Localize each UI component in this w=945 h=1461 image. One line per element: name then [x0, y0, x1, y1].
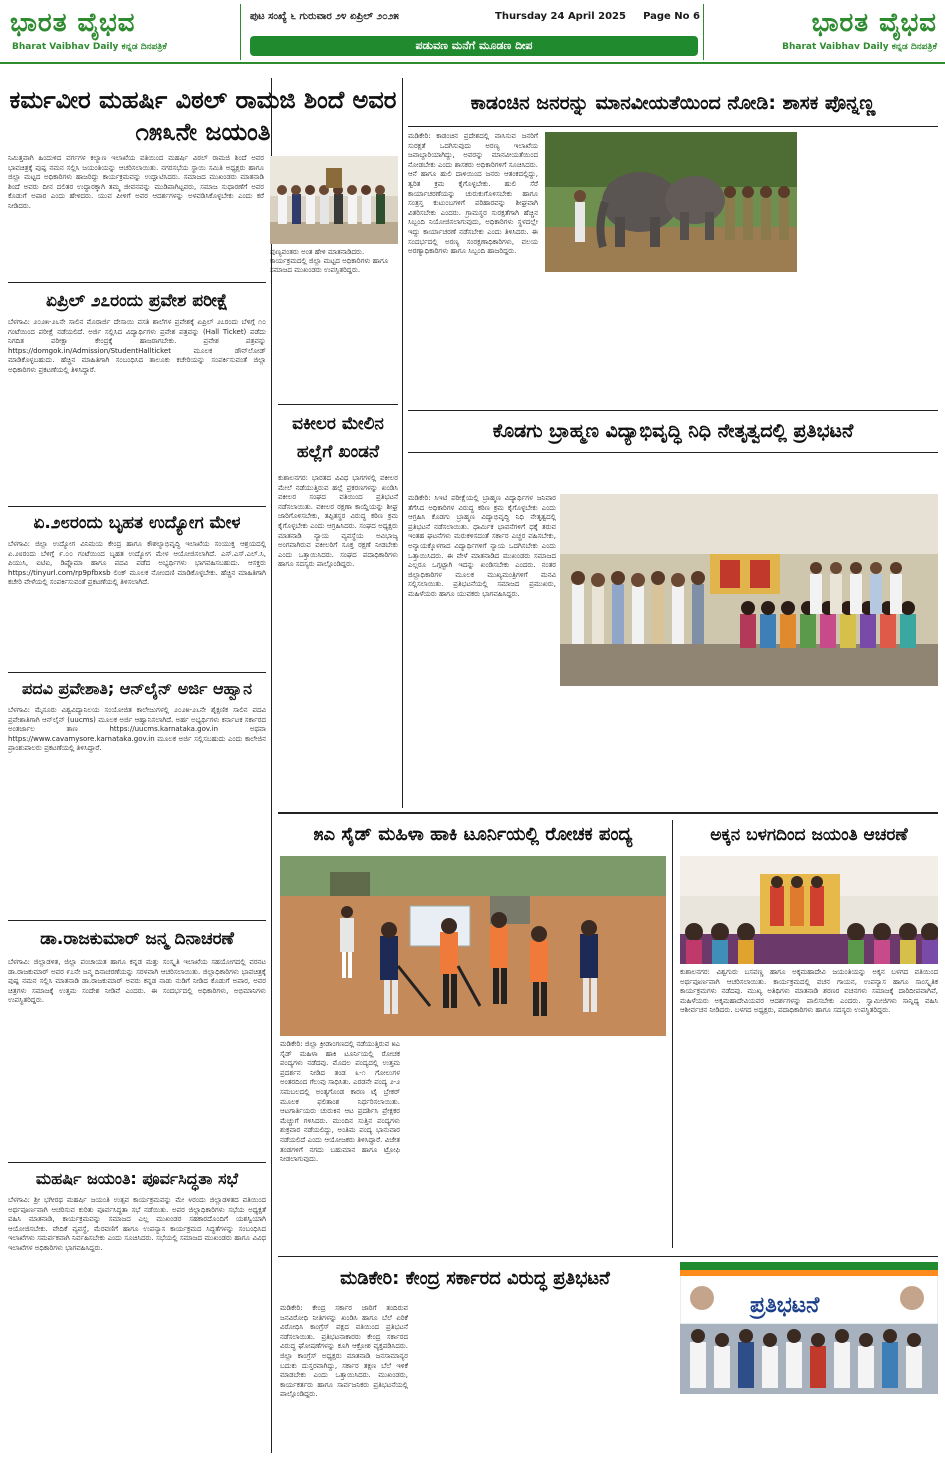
story-divider	[8, 282, 266, 283]
tagline-banner: ಪಡುವಣ ಮನೆಗೆ ಮೂಡಣ ದೀಪ	[250, 36, 698, 56]
photo-icon	[545, 132, 797, 272]
story-divider	[8, 1162, 266, 1163]
article-body-continued	[412, 1040, 532, 1252]
article-body-continued	[544, 1040, 666, 1252]
headline: ಪದವಿ ಪ್ರವೇಶಾತಿ; ಆನ್‌ಲೈನ್ ಅರ್ಜಿ ಆಹ್ವಾನ	[21, 679, 253, 698]
article-body: ಬೆಳಗಾವಿ: ಜಿಲ್ಲಾಡಳಿತ, ಜಿಲ್ಲಾ ಪಂಚಾಯತ ಹಾಗೂ ಕನ್ನಡ ಮತ್ತು ಸಂಸ್ಕೃತಿ ಇಲಾಖೆಯ ಸಹಯೋಗದಲ್ಲಿ ವರನಟ ಡಾ.ರಾಜಕುಮಾರ್ ಅವರ ೯೭ನೇ ಜನ್ಮ ದಿನಾಚರಣೆಯನ್ನು ಸರಳವಾಗಿ ಆಚರಿಸಲಾಯಿತು. ಜಿಲ್ಲಾಧಿಕಾರಿಗಳು ಭಾವಚಿತ್ರಕ್ಕೆ ಪುಷ್ಪ ನಮನ ಸಲ್ಲಿಸಿ ಮಾತನಾಡಿ ಡಾ.ರಾಜಕುಮಾರ್ ಅವರು ಕನ್ನಡ ನಾಡು ನುಡಿಗೆ ನೀಡಿದ ಕೊಡುಗೆ ಅಪಾರ, ಅವರ ಚಿತ್ರಗಳು ಸಮಾಜಕ್ಕೆ ಉತ್ತಮ ಸಂದೇಶ ನೀಡಿವೆ ಎಂದರು. ಈ ಸಂದರ್ಭದಲ್ಲಿ ಅಧಿಕಾರಿಗಳು, ಅಭಿಮಾನಿಗಳು ಉಪಸ್ಥಿತರಿದ್ದರು.	[8, 958, 266, 1005]
article-body: ನಿಮಿತ್ತವಾಗಿ ಹಿಂದುಳಿದ ವರ್ಗಗಳ ಕಲ್ಯಾಣ ಇಲಾಖೆಯ ವತಿಯಿಂದ ಮಹರ್ಷಿ ವಿಠಲ್ ರಾಮಜಿ ಶಿಂದೆ ಅವರ ಭಾವಚಿತ್ರಕ್ಕೆ ಪುಷ್ಪ ನಮನ ಸಲ್ಲಿಸಿ ಜಯಂತಿಯನ್ನು ಆಚರಿಸಲಾಯಿತು. ನಗರಸಭೆಯ ಸ್ಥಾಯಿ ಸಮಿತಿ ಅಧ್ಯಕ್ಷರು ಹಾಗೂ ಜಿಲ್ಲಾ ಮಟ್ಟದ ಅಧಿಕಾರಿಗಳು ಹಾಜರಿದ್ದು ಕಾರ್ಯಕ್ರಮವನ್ನು ಉದ್ಘಾಟಿಸಿದರು. ಸಮಾಜದ ಮುಖಂಡರು ಮಾತನಾಡಿ ಶಿಂದೆ ಅವರು ದೀನ ದಲಿತರ ಉದ್ಧಾರಕ್ಕಾಗಿ ತಮ್ಮ ಜೀವನವನ್ನು ಮುಡಿಪಾಗಿಟ್ಟವರು, ಸಮಾಜ ಸುಧಾರಣೆಗೆ ಅವರ ಕೊಡುಗೆ ಅಪಾರ ಎಂದು ಹೇಳಿದರು. ಯುವ ಪೀಳಿಗೆ ಅವರ ಆದರ್ಶಗಳನ್ನು ಅಳವಡಿಸಿಕೊಳ್ಳಬೇಕು ಎಂದು ಕರೆ ನೀಡಿದರು.	[8, 154, 264, 210]
article-body-continued	[545, 278, 670, 404]
headline: ವಕೀಲರ ಮೇಲಿನ ಹಲ್ಲೆಗೆ ಖಂಡನೆ	[292, 414, 384, 462]
story-divider	[408, 410, 938, 411]
article-body: ಬೆಳಗಾವಿ: ೨೦೨೫-೨೬ನೇ ಸಾಲಿನ ಮೊರಾರ್ಜಿ ದೇಸಾಯಿ ವಸತಿ ಶಾಲೆಗಳ ಪ್ರವೇಶಕ್ಕೆ ಏಪ್ರಿಲ್ ೨೭ರಂದು ಬೆಳಿಗ್ಗೆ ೧೦ ಗಂಟೆಯಿಂದ ಪರೀಕ್ಷೆ ನಡೆಯಲಿದೆ. ಅರ್ಜಿ ಸಲ್ಲಿಸಿದ ವಿದ್ಯಾರ್ಥಿಗಳು ಪ್ರವೇಶ ಪತ್ರವನ್ನು (Hall Ticket) ಪಡೆದು ನಿಗದಿತ ಪರೀಕ್ಷಾ ಕೇಂದ್ರಕ್ಕೆ ಹಾಜರಾಗಬೇಕು. ಪ್ರವೇಶ ಪತ್ರವನ್ನು https://domgok.in/Admission/StudentHallticket ಮೂಲಕ ಡೌನ್‌ಲೋಡ್ ಮಾಡಿಕೊಳ್ಳಬಹುದು. ಹೆಚ್ಚಿನ ಮಾಹಿತಿಗಾಗಿ ಸಂಬಂಧಿಸಿದ ತಾಲೂಕು ಕಚೇರಿಯನ್ನು ಸಂಪರ್ಕಿಸುವಂತೆ ಜಿಲ್ಲಾ ಅಧಿಕಾರಿಗಳು ಪ್ರಕಟಣೆಯಲ್ಲಿ ತಿಳಿಸಿದ್ದಾರೆ.	[8, 318, 266, 374]
elephant-photo	[545, 132, 797, 272]
headline: ಏಪ್ರಿಲ್ ೨೭ರಂದು ಪ್ರವೇಶ ಪರೀಕ್ಷೆ	[45, 291, 229, 311]
column-divider	[672, 820, 673, 1248]
page-number: Page No 6	[643, 11, 700, 22]
headline: ೫ಎ ಸೈಡ್ ಮಹಿಳಾ ಹಾಕಿ ಟೂರ್ನಿಯಲ್ಲಿ ರೋಚಕ ಪಂದ್ಯ	[313, 824, 633, 845]
article-body-continued	[812, 1398, 938, 1454]
photo-caption: ಪುಣ್ಯವಂತರು ಅಂತ ಹೇಳಿ ಮಾತನಾಡಿದರು. ಕಾರ್ಯಕ್ರಮದಲ್ಲಿ ಜಿಲ್ಲಾ ಮಟ್ಟದ ಅಧಿಕಾರಿಗಳು ಹಾಗೂ ಸಮಾಜದ ಮುಖಂಡರು ಉಪಸ್ಥಿತರಿದ್ದರು.	[270, 248, 389, 274]
article-body-continued	[682, 690, 800, 804]
column-divider	[402, 78, 403, 808]
article-body-continued	[676, 278, 798, 404]
article-body-continued	[544, 1304, 672, 1454]
headline: ಕೊಡಗು ಬ್ರಾಹ್ಮಣ ವಿದ್ಯಾಭಿವೃದ್ಧಿ ನಿಧಿ ನೇತೃತ್ವದಲ್ಲಿ ಪ್ರತಿಭಟನೆ	[492, 420, 854, 442]
article-body: ಕುಶಾಲನಗರ: ವಿಶ್ವಗುರು ಬಸವಣ್ಣ ಹಾಗೂ ಅಕ್ಕಮಹಾದೇವಿ ಜಯಂತಿಯನ್ನು ಅಕ್ಕನ ಬಳಗದ ವತಿಯಿಂದ ಅರ್ಥಪೂರ್ಣವಾಗಿ ಆಚರಿಸಲಾಯಿತು. ಕಾರ್ಯಕ್ರಮದಲ್ಲಿ ವಚನ ಗಾಯನ, ಉಪನ್ಯಾಸ ಹಾಗೂ ಸಾಂಸ್ಕೃತಿಕ ಕಾರ್ಯಕ್ರಮಗಳು ನಡೆದವು. ಮುಖ್ಯ ಅತಿಥಿಗಳು ಮಾತನಾಡಿ ಶರಣರ ವಚನಗಳು ಸಮಾಜಕ್ಕೆ ದಾರಿದೀಪವಾಗಿವೆ, ಮಹಿಳೆಯರು ಅಕ್ಕಮಹಾದೇವಿಯವರ ಆದರ್ಶಗಳನ್ನು ಪಾಲಿಸಬೇಕು ಎಂದರು. ಸ್ವಾಮೀಜಿಗಳು ಸಾನ್ನಿಧ್ಯ ವಹಿಸಿ ಆಶೀರ್ವಚನ ನೀಡಿದರು. ಬಳಗದ ಅಧ್ಯಕ್ಷರು, ಪದಾಧಿಕಾರಿಗಳು ಹಾಗೂ ಸದಸ್ಯರು ಉಪಸ್ಥಿತರಿದ್ದರು.	[680, 968, 938, 1015]
story-divider	[8, 506, 266, 507]
headline-underline	[408, 452, 938, 453]
masthead-subtitle-left: Bharat Vaibhav Daily ಕನ್ನಡ ದಿನಪತ್ರಿಕೆ	[12, 42, 167, 52]
photo-icon	[280, 856, 666, 1036]
article-body: ಬೆಳಗಾವಿ: ಜಿಲ್ಲಾ ಉದ್ಯೋಗ ವಿನಿಮಯ ಕೇಂದ್ರ ಹಾಗೂ ಕೌಶಲ್ಯಾಭಿವೃದ್ಧಿ ಇಲಾಖೆಯ ಸಂಯುಕ್ತ ಆಶ್ರಯದಲ್ಲಿ ಏ.೨೮ರಂದು ಬೆಳಿಗ್ಗೆ ೯.೦೦ ಗಂಟೆಯಿಂದ ಬೃಹತ ಉದ್ಯೋಗ ಮೇಳ ಆಯೋಜಿಸಲಾಗಿದೆ. ಎಸ್.ಎಸ್.ಎಲ್.ಸಿ, ಪಿಯುಸಿ, ಐಟಿಐ, ಡಿಪ್ಲೊಮಾ ಹಾಗೂ ಪದವಿ ಪಡೆದ ಅಭ್ಯರ್ಥಿಗಳು ಭಾಗವಹಿಸಬಹುದು. ಆಸಕ್ತರು https://tinyurl.com/rp9pfbxsb ಲಿಂಕ್ ಮೂಲಕ ನೋಂದಣಿ ಮಾಡಿಕೊಳ್ಳಬೇಕು. ಹೆಚ್ಚಿನ ಮಾಹಿತಿಗಾಗಿ ಕಚೇರಿ ವೇಳೆಯಲ್ಲಿ ಸಂಪರ್ಕಿಸುವಂತೆ ಪ್ರಕಟಣೆಯಲ್ಲಿ ತಿಳಿಸಲಾಗಿದೆ.	[8, 540, 266, 587]
issue-info: ಪುಟ ಸಂಖ್ಯೆ ೬ ಗುರುವಾರ ೨೪ ಏಪ್ರಿಲ್ ೨೦೨೫	[250, 11, 399, 22]
photo-icon	[680, 856, 938, 964]
headline: ಕಾಡಂಚಿನ ಜನರನ್ನು ಮಾನವೀಯತೆಯಿಂದ ನೋಡಿ: ಶಾಸಕ ಪೊನ್ನಣ್ಣ	[470, 92, 876, 114]
masthead-divider-right	[703, 4, 704, 60]
masthead-title-left: ಭಾರತ ವೈಭವ	[10, 8, 136, 38]
protest-photo	[560, 494, 938, 686]
headline: ಡಾ.ರಾಜಕುಮಾರ್ ಜನ್ಮ ದಿನಾಚರಣೆ	[40, 929, 234, 949]
celebration-photo	[680, 856, 938, 964]
headline: ಅಕ್ಕನ ಬಳಗದಿಂದ ಜಯಂತಿ ಆಚರಣೆ	[710, 825, 908, 845]
section-divider	[278, 812, 938, 814]
article-body-continued	[560, 690, 678, 804]
masthead-subtitle-right: Bharat Vaibhav Daily ಕನ್ನಡ ದಿನಪತ್ರಿಕೆ	[782, 42, 937, 52]
article-body: ಮಡಿಕೇರಿ: ಕಾಡಂಚಿನ ಪ್ರದೇಶದಲ್ಲಿ ವಾಸಿಸುವ ಜನರಿಗೆ ಸುರಕ್ಷತೆ ಒದಗಿಸುವುದು ಅರಣ್ಯ ಇಲಾಖೆಯ ಜವಾಬ್ದಾರಿಯಾಗಿದ್ದು, ಅವರನ್ನು ಮಾನವೀಯತೆಯಿಂದ ನೋಡಬೇಕು ಎಂದು ಶಾಸಕರು ಅಧಿಕಾರಿಗಳಿಗೆ ಸೂಚಿಸಿದರು. ಆನೆ ಹಾಗೂ ಹುಲಿ ದಾಳಿಯಿಂದ ಜನರು ಆತಂಕದಲ್ಲಿದ್ದು, ತ್ವರಿತ ಕ್ರಮ ಕೈಗೊಳ್ಳಬೇಕು. ಹುಲಿ ಸೆರೆ ಕಾರ್ಯಾಚರಣೆಯನ್ನು ಚುರುಕುಗೊಳಿಸಬೇಕು ಹಾಗೂ ಸಂತ್ರಸ್ತ ಕುಟುಂಬಗಳಿಗೆ ಪರಿಹಾರವನ್ನು ಶೀಘ್ರವಾಗಿ ವಿತರಿಸಬೇಕು ಎಂದರು. ಗ್ರಾಮಸ್ಥರ ಸುರಕ್ಷತೆಗಾಗಿ ಹೆಚ್ಚಿನ ಸಿಬ್ಬಂದಿ ನಿಯೋಜಿಸಲಾಗುವುದು, ಅಧಿಕಾರಿಗಳು ಸ್ಥಳದಲ್ಲೇ ಇದ್ದು ಕಾರ್ಯಾಚರಣೆ ನಡೆಸಬೇಕು ಎಂದು ತಿಳಿಸಿದರು. ಈ ಸಂದರ್ಭದಲ್ಲಿ ಅರಣ್ಯ ಸಂರಕ್ಷಣಾಧಿಕಾರಿಗಳು, ವಲಯ ಅರಣ್ಯಾಧಿಕಾರಿಗಳು ಹಾಗೂ ಸಿಬ್ಬಂದಿ ಹಾಜರಿದ್ದರು.	[408, 132, 538, 256]
section-divider	[278, 1256, 938, 1257]
article-body: ಕುಶಾಲನಗರ: ಭಾರತದ ವಿವಿಧ ಭಾಗಗಳಲ್ಲಿ ವಕೀಲರ ಮೇಲೆ ನಡೆಯುತ್ತಿರುವ ಹಲ್ಲೆ ಪ್ರಕರಣಗಳನ್ನು ಖಂಡಿಸಿ ವಕೀಲರ ಸಂಘದ ವತಿಯಿಂದ ಪ್ರತಿಭಟನೆ ನಡೆಸಲಾಯಿತು. ವಕೀಲರ ರಕ್ಷಣಾ ಕಾಯ್ದೆಯನ್ನು ಶೀಘ್ರ ಜಾರಿಗೊಳಿಸಬೇಕು, ತಪ್ಪಿತಸ್ಥರ ವಿರುದ್ಧ ಕಠಿಣ ಕ್ರಮ ಕೈಗೊಳ್ಳಬೇಕು ಎಂದು ಆಗ್ರಹಿಸಿದರು. ಸಂಘದ ಅಧ್ಯಕ್ಷರು ಮಾತನಾಡಿ ನ್ಯಾಯ ವ್ಯವಸ್ಥೆಯ ಅವಿಭಾಜ್ಯ ಅಂಗವಾಗಿರುವ ವಕೀಲರಿಗೆ ಸೂಕ್ತ ರಕ್ಷಣೆ ನೀಡಬೇಕು ಎಂದು ಒತ್ತಾಯಿಸಿದರು. ಸಂಘದ ಪದಾಧಿಕಾರಿಗಳು ಹಾಗೂ ಸದಸ್ಯರು ಪಾಲ್ಗೊಂಡಿದ್ದರು.	[278, 474, 398, 569]
article-body: ಮಡಿಕೇರಿ: ಸಿಇಟಿ ಪರೀಕ್ಷೆಯಲ್ಲಿ ಬ್ರಾಹ್ಮಣ ವಿದ್ಯಾರ್ಥಿಗಳ ಜನಿವಾರ ತೆಗೆಸಿದ ಅಧಿಕಾರಿಗಳ ವಿರುದ್ಧ ಕಠಿಣ ಕ್ರಮ ಕೈಗೊಳ್ಳಬೇಕು ಎಂದು ಆಗ್ರಹಿಸಿ ಕೊಡಗು ಬ್ರಾಹ್ಮಣ ವಿದ್ಯಾಭಿವೃದ್ಧಿ ನಿಧಿ ನೇತೃತ್ವದಲ್ಲಿ ಪ್ರತಿಭಟನೆ ನಡೆಸಲಾಯಿತು. ಧಾರ್ಮಿಕ ಭಾವನೆಗಳಿಗೆ ಧಕ್ಕೆ ತರುವ ಇಂತಹ ಘಟನೆಗಳು ಮರುಕಳಿಸದಂತೆ ಸರ್ಕಾರ ಎಚ್ಚರ ವಹಿಸಬೇಕು, ಅನ್ಯಾಯಕ್ಕೊಳಗಾದ ವಿದ್ಯಾರ್ಥಿಗಳಿಗೆ ನ್ಯಾಯ ಒದಗಿಸಬೇಕು ಎಂದು ಒತ್ತಾಯಿಸಿದರು. ಈ ವೇಳೆ ಮಾತನಾಡಿದ ಮುಖಂಡರು ಸಮಾಜದ ಎಲ್ಲರೂ ಒಗ್ಗಟ್ಟಾಗಿ ಇದನ್ನು ಖಂಡಿಸಬೇಕು ಎಂದರು. ನಂತರ ಜಿಲ್ಲಾಧಿಕಾರಿಗಳ ಮೂಲಕ ಮುಖ್ಯಮಂತ್ರಿಗಳಿಗೆ ಮನವಿ ಸಲ್ಲಿಸಲಾಯಿತು. ಪ್ರತಿಭಟನೆಯಲ್ಲಿ ಸಮಾಜದ ಪ್ರಮುಖರು, ಮಹಿಳೆಯರು ಹಾಗೂ ಯುವಕರು ಭಾಗವಹಿಸಿದ್ದರು.	[408, 494, 556, 598]
banner-text: ಪ್ರತಿಭಟನೆ	[750, 1293, 820, 1318]
photo-icon	[560, 494, 938, 686]
masthead-divider-left	[240, 4, 241, 60]
article-body: ಮಡಿಕೇರಿ: ಕೇಂದ್ರ ಸರ್ಕಾರ ಜಾರಿಗೆ ತಂದಿರುವ ಜನವಿರೋಧಿ ನೀತಿಗಳನ್ನು ಖಂಡಿಸಿ ಹಾಗೂ ಬೆಲೆ ಏರಿಕೆ ವಿರೋಧಿಸಿ ಕಾಂಗ್ರೆಸ್ ಪಕ್ಷದ ವತಿಯಿಂದ ಪ್ರತಿಭಟನೆ ನಡೆಸಲಾಯಿತು. ಪ್ರತಿಭಟನಾಕಾರರು ಕೇಂದ್ರ ಸರ್ಕಾರದ ವಿರುದ್ಧ ಘೋಷಣೆಗಳನ್ನು ಕೂಗಿ ಆಕ್ರೋಶ ವ್ಯಕ್ತಪಡಿಸಿದರು. ಜಿಲ್ಲಾ ಕಾಂಗ್ರೆಸ್ ಅಧ್ಯಕ್ಷರು ಮಾತನಾಡಿ ಜನಸಾಮಾನ್ಯರ ಬದುಕು ದುಸ್ತರವಾಗಿದ್ದು, ಸರ್ಕಾರ ತಕ್ಷಣ ಬೆಲೆ ಇಳಿಕೆ ಮಾಡಬೇಕು ಎಂದು ಒತ್ತಾಯಿಸಿದರು. ಮುಖಂಡರು, ಕಾರ್ಯಕರ್ತರು ಹಾಗೂ ಸಾರ್ವಜನಿಕರು ಪ್ರತಿಭಟನೆಯಲ್ಲಿ ಪಾಲ್ಗೊಂಡಿದ್ದರು.	[280, 1304, 408, 1399]
article-body: ಮಡಿಕೇರಿ: ಜಿಲ್ಲಾ ಕ್ರೀಡಾಂಗಣದಲ್ಲಿ ನಡೆಯುತ್ತಿರುವ ೫ಎ ಸೈಡ್ ಮಹಿಳಾ ಹಾಕಿ ಟೂರ್ನಿಯಲ್ಲಿ ರೋಚಕ ಪಂದ್ಯಗಳು ನಡೆದವು. ಮೊದಲ ಪಂದ್ಯದಲ್ಲಿ ಉತ್ತಮ ಪ್ರದರ್ಶನ ನೀಡಿದ ತಂಡ ೩-೧ ಗೋಲುಗಳ ಅಂತರದಿಂದ ಗೆಲುವು ಸಾಧಿಸಿತು. ಎರಡನೇ ಪಂದ್ಯ ೨-೨ ಸಮಬಲದಲ್ಲಿ ಅಂತ್ಯಗೊಂಡ ಕಾರಣ ಟೈ ಬ್ರೇಕರ್ ಮೂಲಕ ಫಲಿತಾಂಶ ನಿರ್ಧರಿಸಲಾಯಿತು. ಆಟಗಾರ್ತಿಯರು ಚುರುಕಿನ ಆಟ ಪ್ರದರ್ಶಿಸಿ ಪ್ರೇಕ್ಷಕರ ಮೆಚ್ಚುಗೆ ಗಳಿಸಿದರು. ಮುಂದಿನ ಸುತ್ತಿನ ಪಂದ್ಯಗಳು ಶುಕ್ರವಾರ ನಡೆಯಲಿದ್ದು, ಅಂತಿಮ ಪಂದ್ಯ ಭಾನುವಾರ ನಡೆಯಲಿದೆ ಎಂದು ಆಯೋಜಕರು ತಿಳಿಸಿದ್ದಾರೆ. ವಿಜೇತ ತಂಡಗಳಿಗೆ ನಗದು ಬಹುಮಾನ ಹಾಗೂ ಟ್ರೋಫಿ ನೀಡಲಾಗುವುದು.	[280, 1040, 400, 1164]
photo-icon	[680, 1262, 938, 1394]
headline: ಏ.೨೮ರಂದು ಬೃಹತ ಉದ್ಯೋಗ ಮೇಳ	[33, 513, 241, 533]
masthead-rule	[0, 62, 945, 64]
protest-rally-photo	[680, 1262, 938, 1394]
article-body-continued	[412, 1304, 540, 1454]
article-body-continued	[805, 132, 938, 404]
column-divider	[271, 78, 272, 1453]
issue-date: Thursday 24 April 2025	[495, 11, 626, 22]
article-body: ಬೆಳಗಾವಿ: ಮೈಸೂರು ವಿಶ್ವವಿದ್ಯಾನಿಲಯ ಸಂಯೋಜಿತ ಕಾಲೇಜುಗಳಲ್ಲಿ ೨೦೨೫-೨೬ನೇ ಶೈಕ್ಷಣಿಕ ಸಾಲಿನ ಪದವಿ ಪ್ರವೇಶಾತಿಗಾಗಿ ಆನ್‌ಲೈನ್ (uucms) ಮೂಲಕ ಅರ್ಜಿ ಆಹ್ವಾನಿಸಲಾಗಿದೆ. ಅರ್ಹ ಅಭ್ಯರ್ಥಿಗಳು ಕರ್ನಾಟಕ ಸರ್ಕಾರದ ಅಂತರ್ಜಾಲ ತಾಣ https://uucms.karnataka.gov.in ಅಥವಾ https://www.cavamysore.karnataka.gov.in ಮೂಲಕ ಅರ್ಜಿ ಸಲ್ಲಿಸಬಹುದು ಎಂದು ಕಾಲೇಜಿನ ಪ್ರಾಂಶುಪಾಲರು ಪ್ರಕಟಣೆಯಲ್ಲಿ ತಿಳಿಸಿದ್ದಾರೆ.	[8, 706, 266, 753]
headline: ಕರ್ಮವೀರ ಮಹರ್ಷಿ ವಿಠಲ್ ರಾಮಜಿ ಶಿಂದೆ ಅವರ ೧೫೩ನೇ ಜಯಂತಿ	[9, 86, 397, 146]
headline-underline	[408, 126, 938, 127]
headline: ಮಹರ್ಷಿ ಜಯಂತಿ: ಪೂರ್ವಸಿದ್ಧತಾ ಸಭೆ	[35, 1169, 239, 1188]
masthead-title-right: ಭಾರತ ವೈಭವ	[811, 8, 937, 38]
event-photo	[270, 156, 398, 244]
hockey-photo	[280, 856, 666, 1036]
article-body-continued	[680, 1398, 808, 1454]
story-divider	[278, 404, 398, 405]
article-body-continued	[804, 690, 938, 804]
story-divider	[8, 672, 266, 673]
article-body: ಬೆಳಗಾವಿ: ಶ್ರೀ ಭಗೀರಥ ಮಹರ್ಷಿ ಜಯಂತಿ ಉತ್ಸವ ಕಾರ್ಯಕ್ರಮವನ್ನು ಮೇ ೪ರಂದು ಜಿಲ್ಲಾಡಳಿತದ ವತಿಯಿಂದ ಅರ್ಥಪೂರ್ಣವಾಗಿ ಆಚರಿಸುವ ಕುರಿತು ಪೂರ್ವಸಿದ್ಧತಾ ಸಭೆ ನಡೆಯಿತು. ಅಪರ ಜಿಲ್ಲಾಧಿಕಾರಿಗಳು ಸಭೆಯ ಅಧ್ಯಕ್ಷತೆ ವಹಿಸಿ ಮಾತನಾಡಿ, ಕಾರ್ಯಕ್ರಮವನ್ನು ಸಮಾಜದ ಎಲ್ಲ ಮುಖಂಡರ ಸಹಕಾರದೊಂದಿಗೆ ಯಶಸ್ವಿಯಾಗಿ ಆಯೋಜಿಸಬೇಕು. ವೇದಿಕೆ ವ್ಯವಸ್ಥೆ, ಮೆರವಣಿಗೆ ಹಾಗೂ ಉಪನ್ಯಾಸ ಕಾರ್ಯಕ್ರಮದ ಸಿದ್ಧತೆಗಳನ್ನು ಸಂಬಂಧಿಸಿದ ಇಲಾಖೆಗಳು ಸಮರ್ಪಕವಾಗಿ ನಿರ್ವಹಿಸಬೇಕು ಎಂದು ಸೂಚಿಸಿದರು. ಸಭೆಯಲ್ಲಿ ಸಮಾಜದ ಮುಖಂಡರು ಹಾಗೂ ವಿವಿಧ ಇಲಾಖೆಗಳ ಅಧಿಕಾರಿಗಳು ಭಾಗವಹಿಸಿದ್ದರು.	[8, 1196, 266, 1252]
headline: ಮಡಿಕೇರಿ: ಕೇಂದ್ರ ಸರ್ಕಾರದ ವಿರುದ್ಧ ಪ್ರತಿಭಟನೆ	[340, 1268, 610, 1289]
story-divider	[8, 920, 266, 921]
photo-icon	[270, 156, 398, 244]
